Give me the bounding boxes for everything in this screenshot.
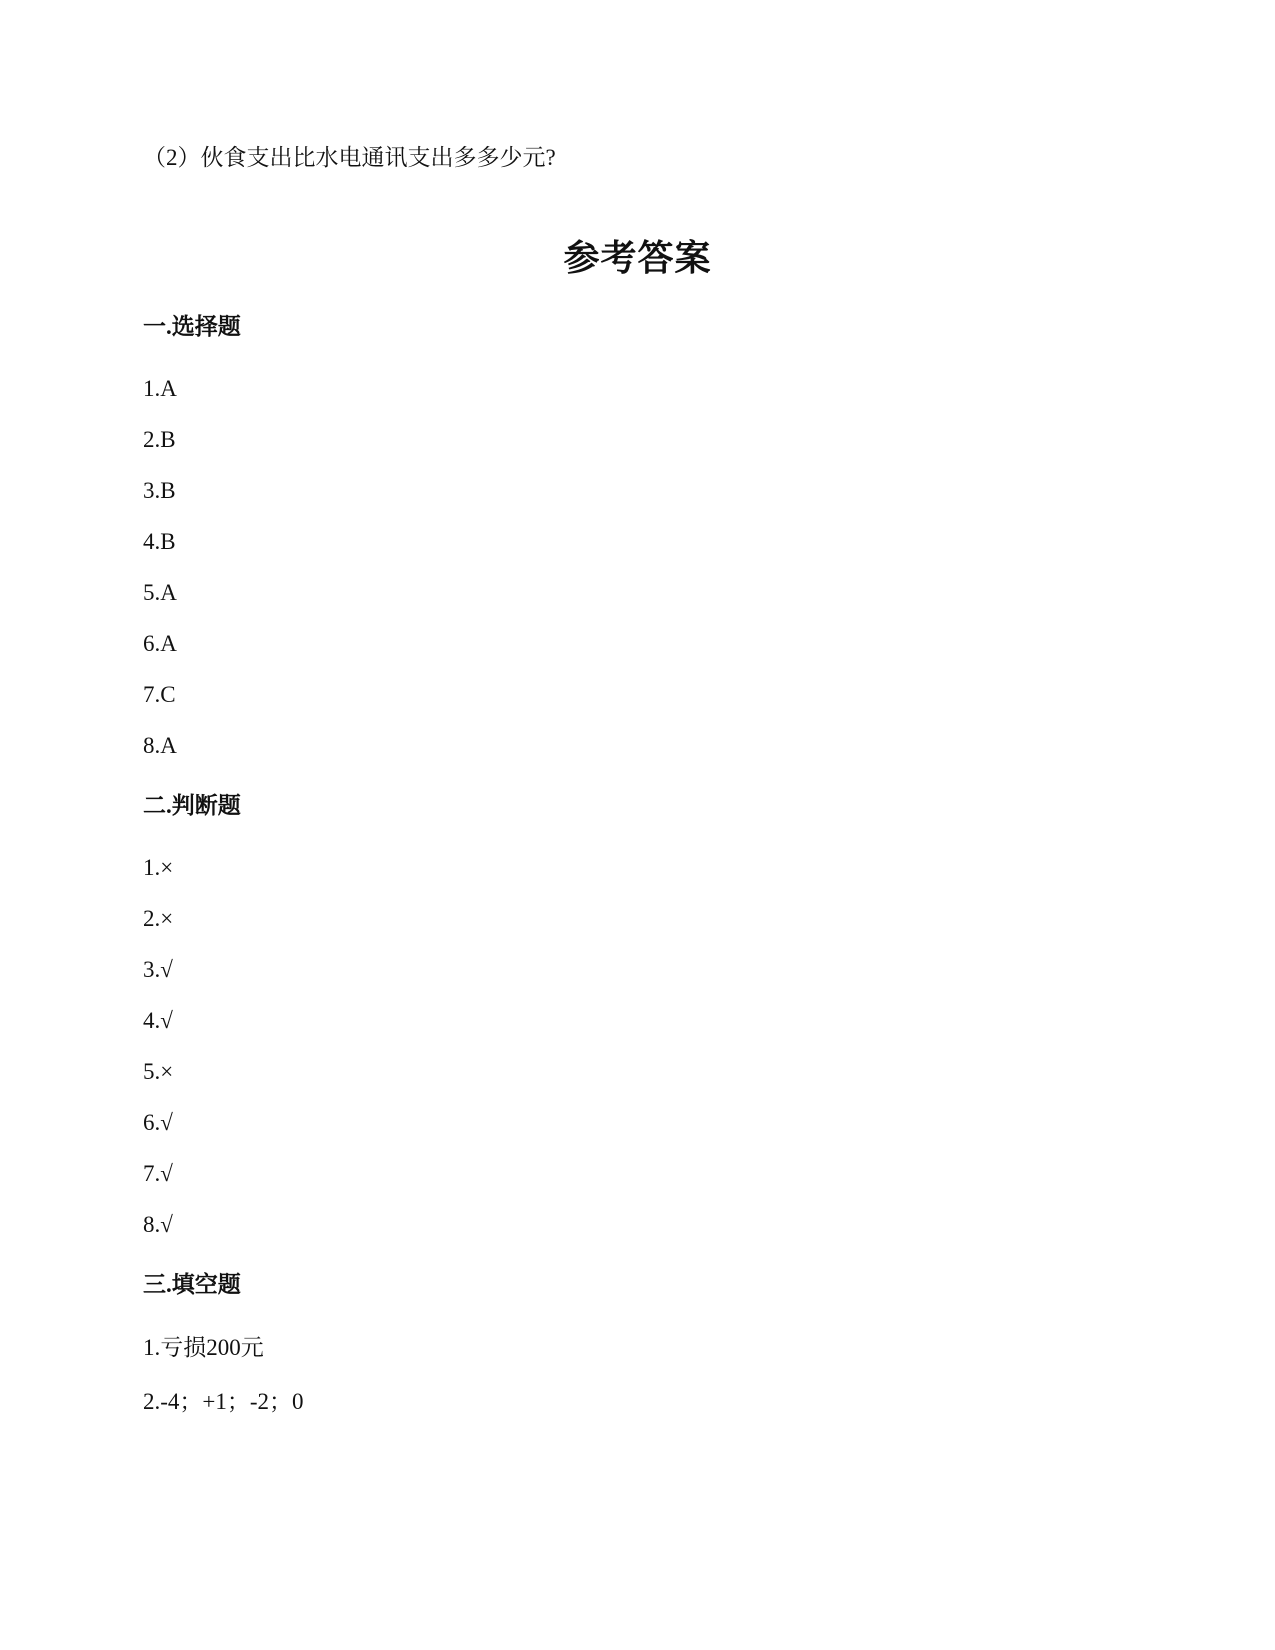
answer-item: 5.A [143,580,177,605]
answer-item: 3.√ [143,957,173,982]
section-heading-choice: 一.选择题 [143,314,241,339]
answer-item: 8.A [143,733,177,758]
answer-item: 4.B [143,529,176,554]
question-text: （2）伙食支出比水电通讯支出多多少元? [143,145,556,170]
answer-item: 1.A [143,376,177,401]
section-heading-fill-blank: 三.填空题 [143,1272,241,1297]
answer-item: 1.× [143,855,174,880]
answer-item: 5.× [143,1059,174,1084]
answer-item: 3.B [143,478,176,503]
answer-item: 6.A [143,631,177,656]
answer-item: 7.C [143,682,176,707]
answer-item: 7.√ [143,1161,173,1186]
page-title: 参考答案 [563,238,712,278]
answer-item: 8.√ [143,1212,173,1237]
answer-item: 2.B [143,427,176,452]
answer-item: 1.亏损200元 [143,1335,264,1360]
answer-item: 6.√ [143,1110,173,1135]
answer-item: 2.× [143,906,174,931]
answer-item: 4.√ [143,1008,173,1033]
answer-item: 2.-4；+1；-2；0 [143,1389,304,1414]
section-heading-judgment: 二.判断题 [143,793,241,818]
